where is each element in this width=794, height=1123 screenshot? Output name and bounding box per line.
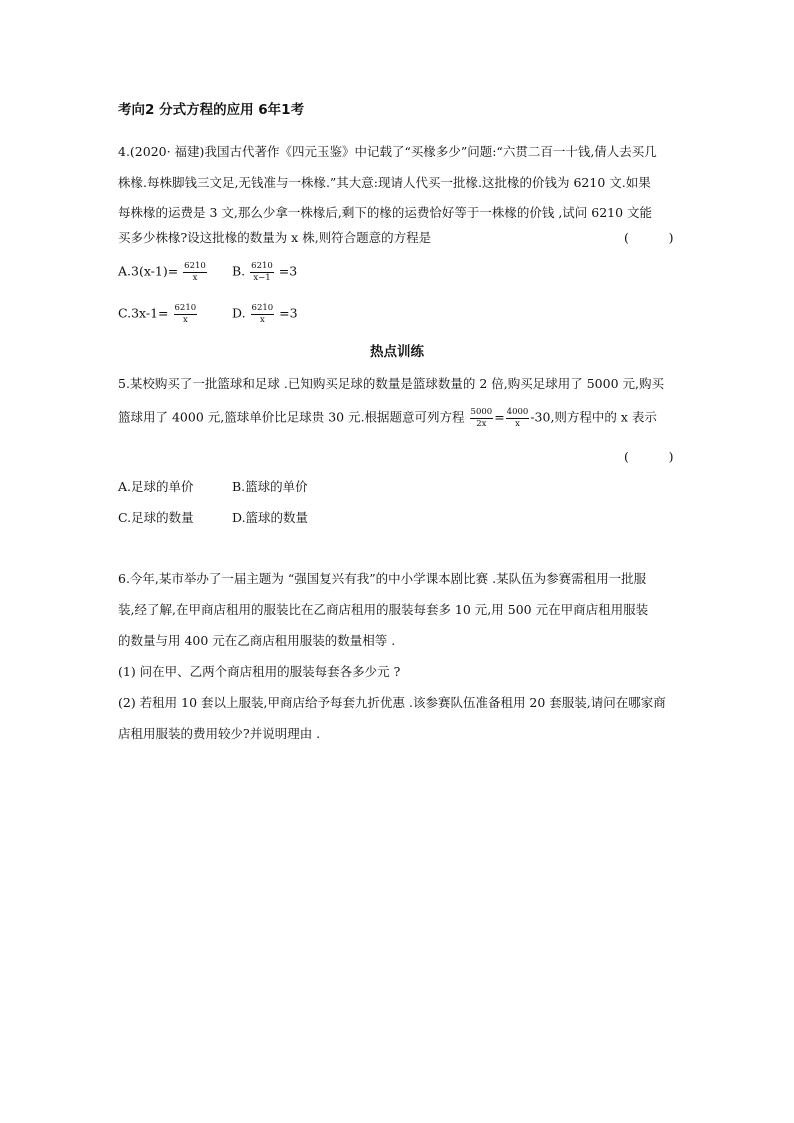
q4-option-c: [118, 304, 198, 324]
fraction-denominator: x: [192, 272, 198, 283]
q4-option-b-post: =3: [278, 263, 298, 279]
section-title: 考向2 分式方程的应用 6年1考: [118, 102, 305, 118]
fraction-denominator: x: [259, 314, 265, 325]
fraction-numerator: 4000: [506, 407, 529, 417]
q6-line-3: 的数量与用 400 元在乙商店租用服装的数量相等 .: [118, 633, 396, 648]
fraction-numerator: 5000: [470, 407, 493, 417]
q5-equals: =: [494, 409, 505, 425]
q4-answer-paren: ( ): [624, 230, 674, 245]
q4-line-1: 4.(2020· 福建)我国古代著作《四元玉鉴》中记载了“买椽多少”问题:“六贯二百一十钱,倩人去买几: [118, 144, 657, 159]
q5-answer-paren: ( ): [624, 449, 674, 464]
q5-line-2-post: -30,则方程中的 x 表示: [530, 409, 657, 425]
fraction-numerator: 6210: [184, 261, 206, 271]
q6-line-2: 装,经了解,在甲商店租用的服装比在乙商店租用的服装每套多 10 元,用 500 元在甲商店租用服装: [118, 602, 649, 617]
fraction-denominator: 2x: [476, 418, 487, 429]
fraction-denominator: x: [182, 314, 188, 325]
q4-line-4: 买多少株椽?设这批椽的数量为 x 株,则符合题意的方程是: [118, 230, 432, 245]
q5-option-b: B.篮球的单价: [232, 479, 308, 494]
fraction-numerator: 6210: [251, 261, 273, 271]
q5-option-d: D.篮球的数量: [232, 510, 309, 525]
q4-line-2: 株椽.每株脚钱三文足,无钱准与一株椽.”其大意:现请人代买一批椽.这批椽的价钱为 6210 文.如果: [118, 175, 651, 190]
q4-option-d-pre: D.: [232, 305, 246, 321]
fraction-denominator: x: [515, 418, 520, 429]
q6-line-6: 店租用服装的费用较少?并说明理由 .: [118, 726, 321, 741]
fraction-denominator: x−1: [253, 272, 271, 283]
q5-fraction-2: [506, 408, 530, 428]
q4-line-3: 每株椽的运费是 3 文,那么少拿一株椽后,剩下的椽的运费恰好等于一株椽的价钱 ,试问 6210 文能: [118, 205, 653, 220]
q4-option-d-fraction: [251, 304, 275, 324]
q4-option-b: [232, 262, 297, 282]
q4-option-b-fraction: [250, 262, 274, 282]
q5-option-a: A.足球的单价: [118, 479, 194, 494]
q5-fraction-1: [470, 408, 494, 428]
q4-option-d: [232, 304, 298, 324]
q6-line-5: (2) 若租用 10 套以上服装,甲商店给予每套九折优惠 .该参赛队伍准备租用 20 套服装,请问在哪家商: [118, 695, 666, 710]
hot-training-heading: 热点训练: [370, 344, 424, 360]
fraction-numerator: 6210: [251, 303, 274, 313]
q5-option-c: C.足球的数量: [118, 510, 194, 525]
fraction-numerator: 6210: [174, 303, 197, 313]
q4-option-d-post: =3: [279, 305, 298, 321]
q4-option-a-pre: A.3(x-1)=: [118, 263, 179, 279]
q4-option-c-pre: C.3x-1=: [118, 305, 169, 321]
q4-option-a: [118, 262, 208, 282]
q6-line-4: (1) 问在甲、乙两个商店租用的服装每套各多少元 ?: [118, 664, 401, 679]
q6-line-1: 6.今年,某市举办了一届主题为 “强国复兴有我”的中小学课本剧比赛 .某队伍为参赛需租用一批服: [118, 571, 647, 586]
q5-line-1: 5.某校购买了一批篮球和足球 .已知购买足球的数量是篮球数量的 2 倍,购买足球用了 5000 元,购买: [118, 376, 664, 391]
q4-option-a-fraction: [183, 262, 207, 282]
q4-option-b-pre: B.: [232, 263, 246, 279]
q5-line-2: [118, 408, 657, 428]
q5-line-2-pre: 篮球用了 4000 元,篮球单价比足球贵 30 元.根据题意可列方程: [118, 409, 465, 425]
q4-option-c-fraction: [174, 304, 198, 324]
